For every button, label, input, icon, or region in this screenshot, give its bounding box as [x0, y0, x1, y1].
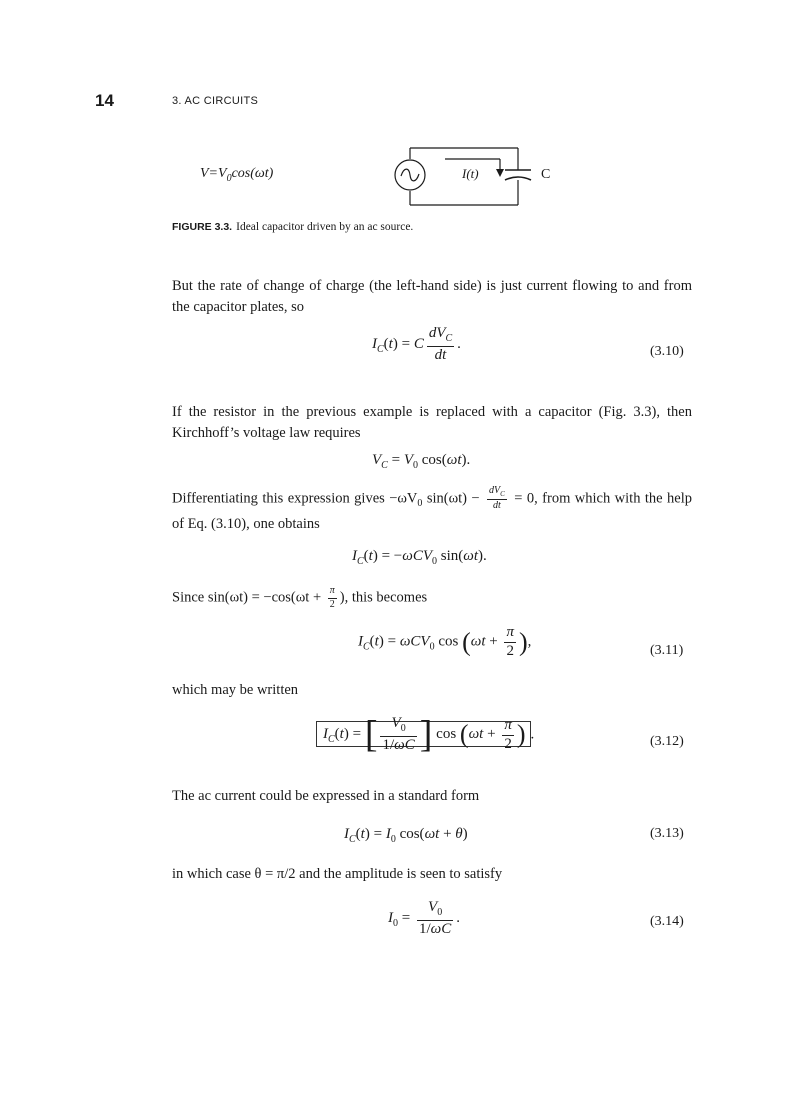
equation-3-10: $I_C(t) = C$ $\frac{dV_C}{dt}$ . [372, 325, 461, 363]
equation-3-12: $I_C(t)$ = [ $\frac{V_0}{1/\omega C}$ ] cos (ωt + $\frac{\pi}{2}$ ) . [316, 716, 534, 754]
paragraph-7: in which case θ = π/2 and the amplitude is seen to satisfy [172, 866, 503, 882]
boxed-result: $I_C(t)$ = [ $\frac{V_0}{1/\omega C}$ ] cos (ωt + $\frac{\pi}{2}$ ) [316, 721, 531, 747]
source-voltage-label: $V=V_0\cos(\omega t)$ [200, 166, 274, 184]
figure-3-3 [200, 140, 560, 220]
paragraph-1: But the rate of change of charge (the left-hand side) is just current flowing to and from the capacitor plates, so [172, 278, 692, 315]
paragraph-4: Since sin(ωt) = −cos(ωt + $\frac{\pi}{2}$ ), this becomes [172, 585, 428, 610]
paragraph-6: The ac current could be expressed in a standard form [172, 788, 480, 804]
equation-number-3-14: (3.14) [650, 914, 684, 929]
equation-current-sin: $I_C(t) = -\omega CV_0$ sin(ωt). [352, 548, 487, 567]
equation-kirchhoff: $V_C = V_0$ cos(ωt). [372, 452, 471, 471]
equation-number-3-13: (3.13) [650, 826, 684, 841]
equation-number-3-11: (3.11) [650, 643, 684, 658]
paragraph-2: If the resistor in the previous example is replaced with a capacitor (Fig. 3.3), then Kirchhoff’s voltage law requires [172, 404, 692, 441]
current-label: I(t) [462, 166, 479, 181]
equation-3-13: $I_C(t) = I_0$ cos(ωt + θ) [344, 826, 468, 845]
equation-number-3-10: (3.10) [650, 344, 684, 359]
running-head: 3. AC CIRCUITS [172, 95, 259, 107]
equation-number-3-12: (3.12) [650, 734, 684, 749]
capacitor-label: C [541, 167, 551, 182]
equation-3-11: $I_C(t) = \omega CV_0$ cos (ωt + $\frac{\pi}{2}$ ), [358, 624, 532, 659]
page-number: 14 [95, 91, 114, 110]
equation-3-14: $I_0$ = $\frac{V_0}{1/\omega C}$ . [388, 899, 460, 937]
paragraph-3: Differentiating this expression gives $-\omega V_0$ sin(ωt) − $\frac{dV_C}{dt}$ = 0, from which with the help of Eq. (3.10), one obtains [172, 485, 692, 533]
paragraph-5: which may be written [172, 682, 299, 698]
figure-caption: FIGURE 3.3. Ideal capacitor driven by an ac source. [172, 221, 414, 233]
